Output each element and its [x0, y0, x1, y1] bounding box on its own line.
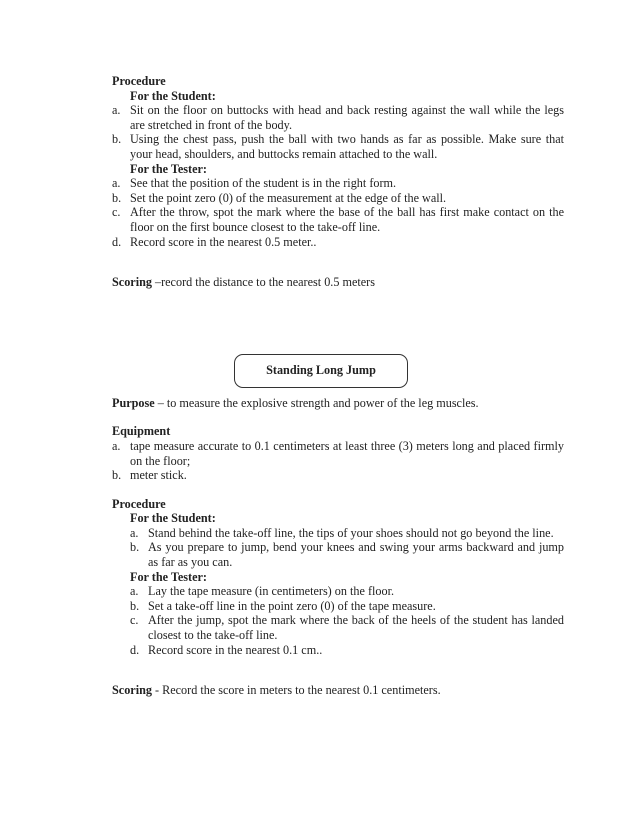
list-marker: b. [130, 598, 140, 613]
purpose-text: – to measure the explosive strength and power of the leg muscles. [154, 395, 479, 410]
list-text: After the jump, spot the mark where the back of the heels of the student has landed closest to the take-off line. [148, 613, 564, 643]
scoring-label: Scoring [112, 275, 152, 290]
scoring-line [112, 683, 564, 698]
list-marker: b. [112, 468, 122, 483]
list-text: Sit on the floor on buttocks with head and back resting against the wall while the legs are stretched in front of the body. [130, 103, 564, 132]
list-text: meter stick. [130, 468, 187, 483]
procedure-heading: Procedure [112, 496, 166, 511]
list-text: See that the position of the student is in the right form. [130, 176, 397, 191]
section-title-box: Standing Long Jump [234, 354, 408, 388]
list-text: Set the point zero (0) of the measurement at the edge of the wall. [130, 190, 447, 205]
student-subheading: For the Student: [130, 511, 216, 526]
procedure-heading: Procedure [112, 74, 166, 88]
list-marker: c. [112, 205, 121, 220]
title-box-wrapper [112, 354, 564, 396]
list-text: As you prepare to jump, bend your knees and swing your arms backward and jump as far as you can. [148, 540, 564, 570]
list-item [112, 191, 564, 206]
list-item [112, 439, 564, 468]
list-item [130, 643, 564, 658]
student-subheading: For the Student: [130, 88, 216, 103]
list-text: Lay the tape measure (in centimeters) on the floor. [148, 584, 395, 599]
list-item [112, 103, 564, 132]
list-marker: a. [112, 103, 121, 118]
purpose-label: Purpose [112, 395, 155, 410]
scoring-label: Scoring [112, 683, 152, 698]
tester-subheading: For the Tester: [130, 161, 207, 176]
list-text: Set a take-off line in the point zero (0) of the tape measure. [148, 598, 436, 613]
list-marker: d. [112, 234, 122, 249]
list-marker: b. [130, 540, 140, 555]
list-item [112, 132, 564, 161]
list-item [130, 584, 564, 599]
document-page [112, 74, 564, 698]
list-text: Record score in the nearest 0.1 cm.. [148, 642, 323, 657]
list-text: Stand behind the take-off line, the tips of your shoes should not go beyond the line. [148, 525, 554, 540]
student-list [112, 526, 564, 570]
list-item [130, 599, 564, 614]
scoring-text: - Record the score in meters to the nearest 0.1 centimeters. [151, 683, 441, 698]
list-item [112, 235, 564, 250]
list-marker: a. [130, 525, 139, 540]
scoring-text: –record the distance to the nearest 0.5 meters [151, 275, 375, 290]
list-item [130, 526, 564, 541]
equipment-heading: Equipment [112, 424, 171, 439]
purpose-line [112, 396, 564, 411]
list-text: tape measure accurate to 0.1 centimeters at least three (3) meters long and placed firmly on the floor; [130, 438, 564, 468]
list-text: After the throw, spot the mark where the base of the ball has first make contact on the floor on the first bounce closest to the take-off line. [130, 205, 564, 234]
list-item [112, 468, 564, 483]
list-item [112, 176, 564, 191]
list-marker: b. [112, 132, 122, 147]
list-marker: c. [130, 613, 139, 628]
list-marker: a. [112, 438, 121, 453]
list-item [112, 205, 564, 234]
list-marker: d. [130, 642, 140, 657]
scoring-line [112, 275, 564, 290]
list-text: Using the chest pass, push the ball with two hands as far as possible. Make sure that your head, shoulders, and buttocks remain attached to the wall. [130, 132, 564, 161]
list-item [130, 613, 564, 642]
list-item [130, 540, 564, 569]
list-marker: a. [112, 176, 121, 191]
tester-subheading: For the Tester: [130, 569, 207, 584]
list-marker: b. [112, 190, 122, 205]
list-marker: a. [130, 584, 139, 599]
tester-list [112, 584, 564, 657]
list-text: Record score in the nearest 0.5 meter.. [130, 234, 317, 249]
